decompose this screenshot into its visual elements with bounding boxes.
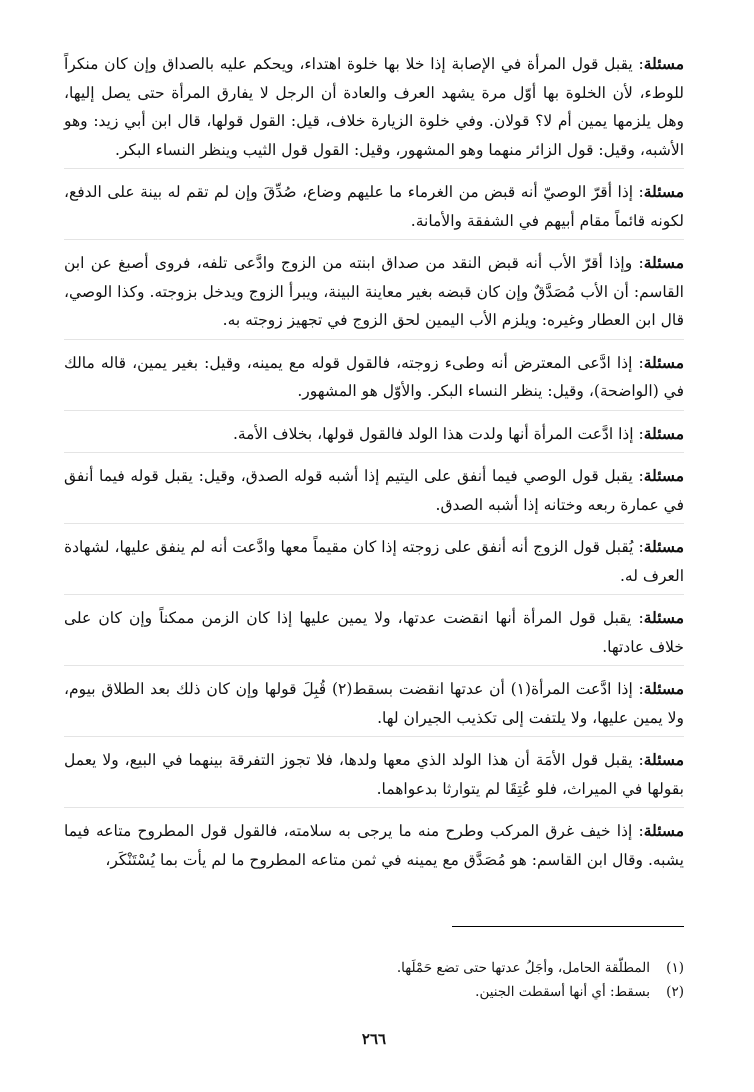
footnote-text: بسقط: أي أنها أسقطت الجنين. (475, 984, 650, 1000)
paragraph-text: : إذا ادَّعت المرأة(١) أن عدتها انقضت بسقط(٢) قُبِلَ قولها وإن كان ذلك بعد الطلاق بيوم، ولا يمين عليها، ولا يلتفت إلى تكذيب الجيران لها. (64, 680, 684, 727)
paragraph (64, 178, 684, 240)
paragraph (64, 462, 684, 524)
paragraph-text: : يقبل قول المرأة في الإصابة إذا خلا بها خلوة اهتداء، ويحكم عليه بالصداق وإن كان منكراً للوطء، لأن الخلوة بها أوّل مرة يشهد العرف والعادة أن الرجل لا يفارق المرأة حتى يصل إليها، وهل يلزمها يمين أم لا؟ قولان. وفي خلوة الزيارة خلاف، قيل: القول قولها، قال ابن أبي زيد: وهو الأشبه، وقيل: قول الزائر منهما وهو المشهور، وقيل: القول قول الثيب وينظر النساء البكر. (64, 55, 684, 159)
issue-label: مسئلة (643, 537, 684, 556)
issue-label: مسئلة (643, 750, 684, 769)
footnote-divider (452, 926, 684, 927)
issue-label: مسئلة (643, 821, 684, 840)
paragraph-text: : إذا ادَّعت المرأة أنها ولدت هذا الولد فالقول قولها، بخلاف الأمة. (232, 424, 644, 443)
issue-label: مسئلة (643, 423, 684, 443)
issue-label: مسئلة (643, 54, 684, 73)
paragraph (64, 349, 684, 411)
paragraph-text: : إذا ادَّعى المعترض أنه وطىء زوجته، فالقول قوله مع يمينه، وقيل: بغير يمين، قاله مالك في (الواضحة)، وقيل: ينظر النساء البكر. والأوّل هو المشهور. (64, 353, 684, 400)
issue-label: مسئلة (643, 466, 684, 485)
paragraph-text: : يقبل قول المرأة أنها انقضت عدتها، ولا يمين عليها إذا كان الزمن ممكناً وإن كان على خلاف عادتها. (64, 609, 684, 656)
footnote-text: المطلّقة الحامل، وأجَلُ عدتها حتى تضع حَمْلَها. (396, 960, 650, 976)
footnote (64, 956, 684, 980)
issue-label: مسئلة (643, 253, 684, 272)
paragraph-text: : إذا خيف غرق المركب وطرح منه ما يرجى به سلامته، فالقول قول المطروح متاعه فيما يشبه. وقال ابن القاسم: هو مُصَدَّق مع يمينه في ثمن متاعه المطروح ما لم يأت بما يُسْتَنْكَر، (64, 822, 684, 869)
paragraph (64, 533, 684, 595)
paragraph (64, 746, 684, 808)
issue-label: مسئلة (643, 679, 685, 698)
paragraph (64, 249, 684, 340)
paragraph-text: : يقبل قول الوصي فيما أنفق على اليتيم إذا أشبه قوله الصدق، وقيل: يقبل قوله فيما أنفق في عمارة ربعه وختانه إذا أشبه الصدق. (64, 467, 684, 514)
paragraph-text: : وإذا أقرّ الأب أنه قبض النقد من صداق ابنته من الزوج وادَّعى تلفه، فروى أصبغ عن ابن القاسم: أن الأب مُصَدَّقٌ وإن كان قبضه بغير معاينة البينة، ويبرأ الزوج ويدخل بزوجته. وكذا الوصي، قال ابن العطار وغيره: ويلزم الأب اليمين لحق الزوج في تجهيز زوجته به. (64, 254, 684, 329)
paragraph-text: : إذا أقرّ الوصيّ أنه قبض من الغرماء ما عليهم وضاع، صُدِّقَ وإن لم تقم له بينة على الدفع، لكونه قائماً مقام أبيهم في الشفقة والأمانة. (64, 183, 684, 230)
footnotes (64, 956, 684, 1004)
paragraph (64, 817, 684, 878)
paragraph (64, 675, 684, 737)
paragraph (64, 604, 684, 666)
paragraph (64, 420, 684, 454)
footnote (64, 980, 684, 1004)
paragraph-text: : يُقبل قول الزوج أنه أنفق على زوجته إذا كان مقيماً معها وادَّعت أنه لم ينفق عليها، لشهادة العرف له. (64, 538, 684, 585)
paragraph (64, 50, 684, 169)
issue-label: مسئلة (643, 352, 684, 372)
page-number: ٢٦٦ (361, 1030, 387, 1048)
footnote-number: (٢) (666, 984, 684, 1000)
paragraph-text: : يقبل قول الأمَة أن هذا الولد الذي معها ولدها، فلا تجوز التفرقة بينهما في البيع، ولا يعمل بقولها في الميراث، فلو عُتِقَا لم يتوارثا بدعواهما. (64, 751, 684, 798)
footnote-number: (١) (666, 960, 684, 976)
issue-label: مسئلة (643, 182, 684, 201)
book-page (64, 50, 684, 1070)
issue-label: مسئلة (643, 608, 684, 627)
